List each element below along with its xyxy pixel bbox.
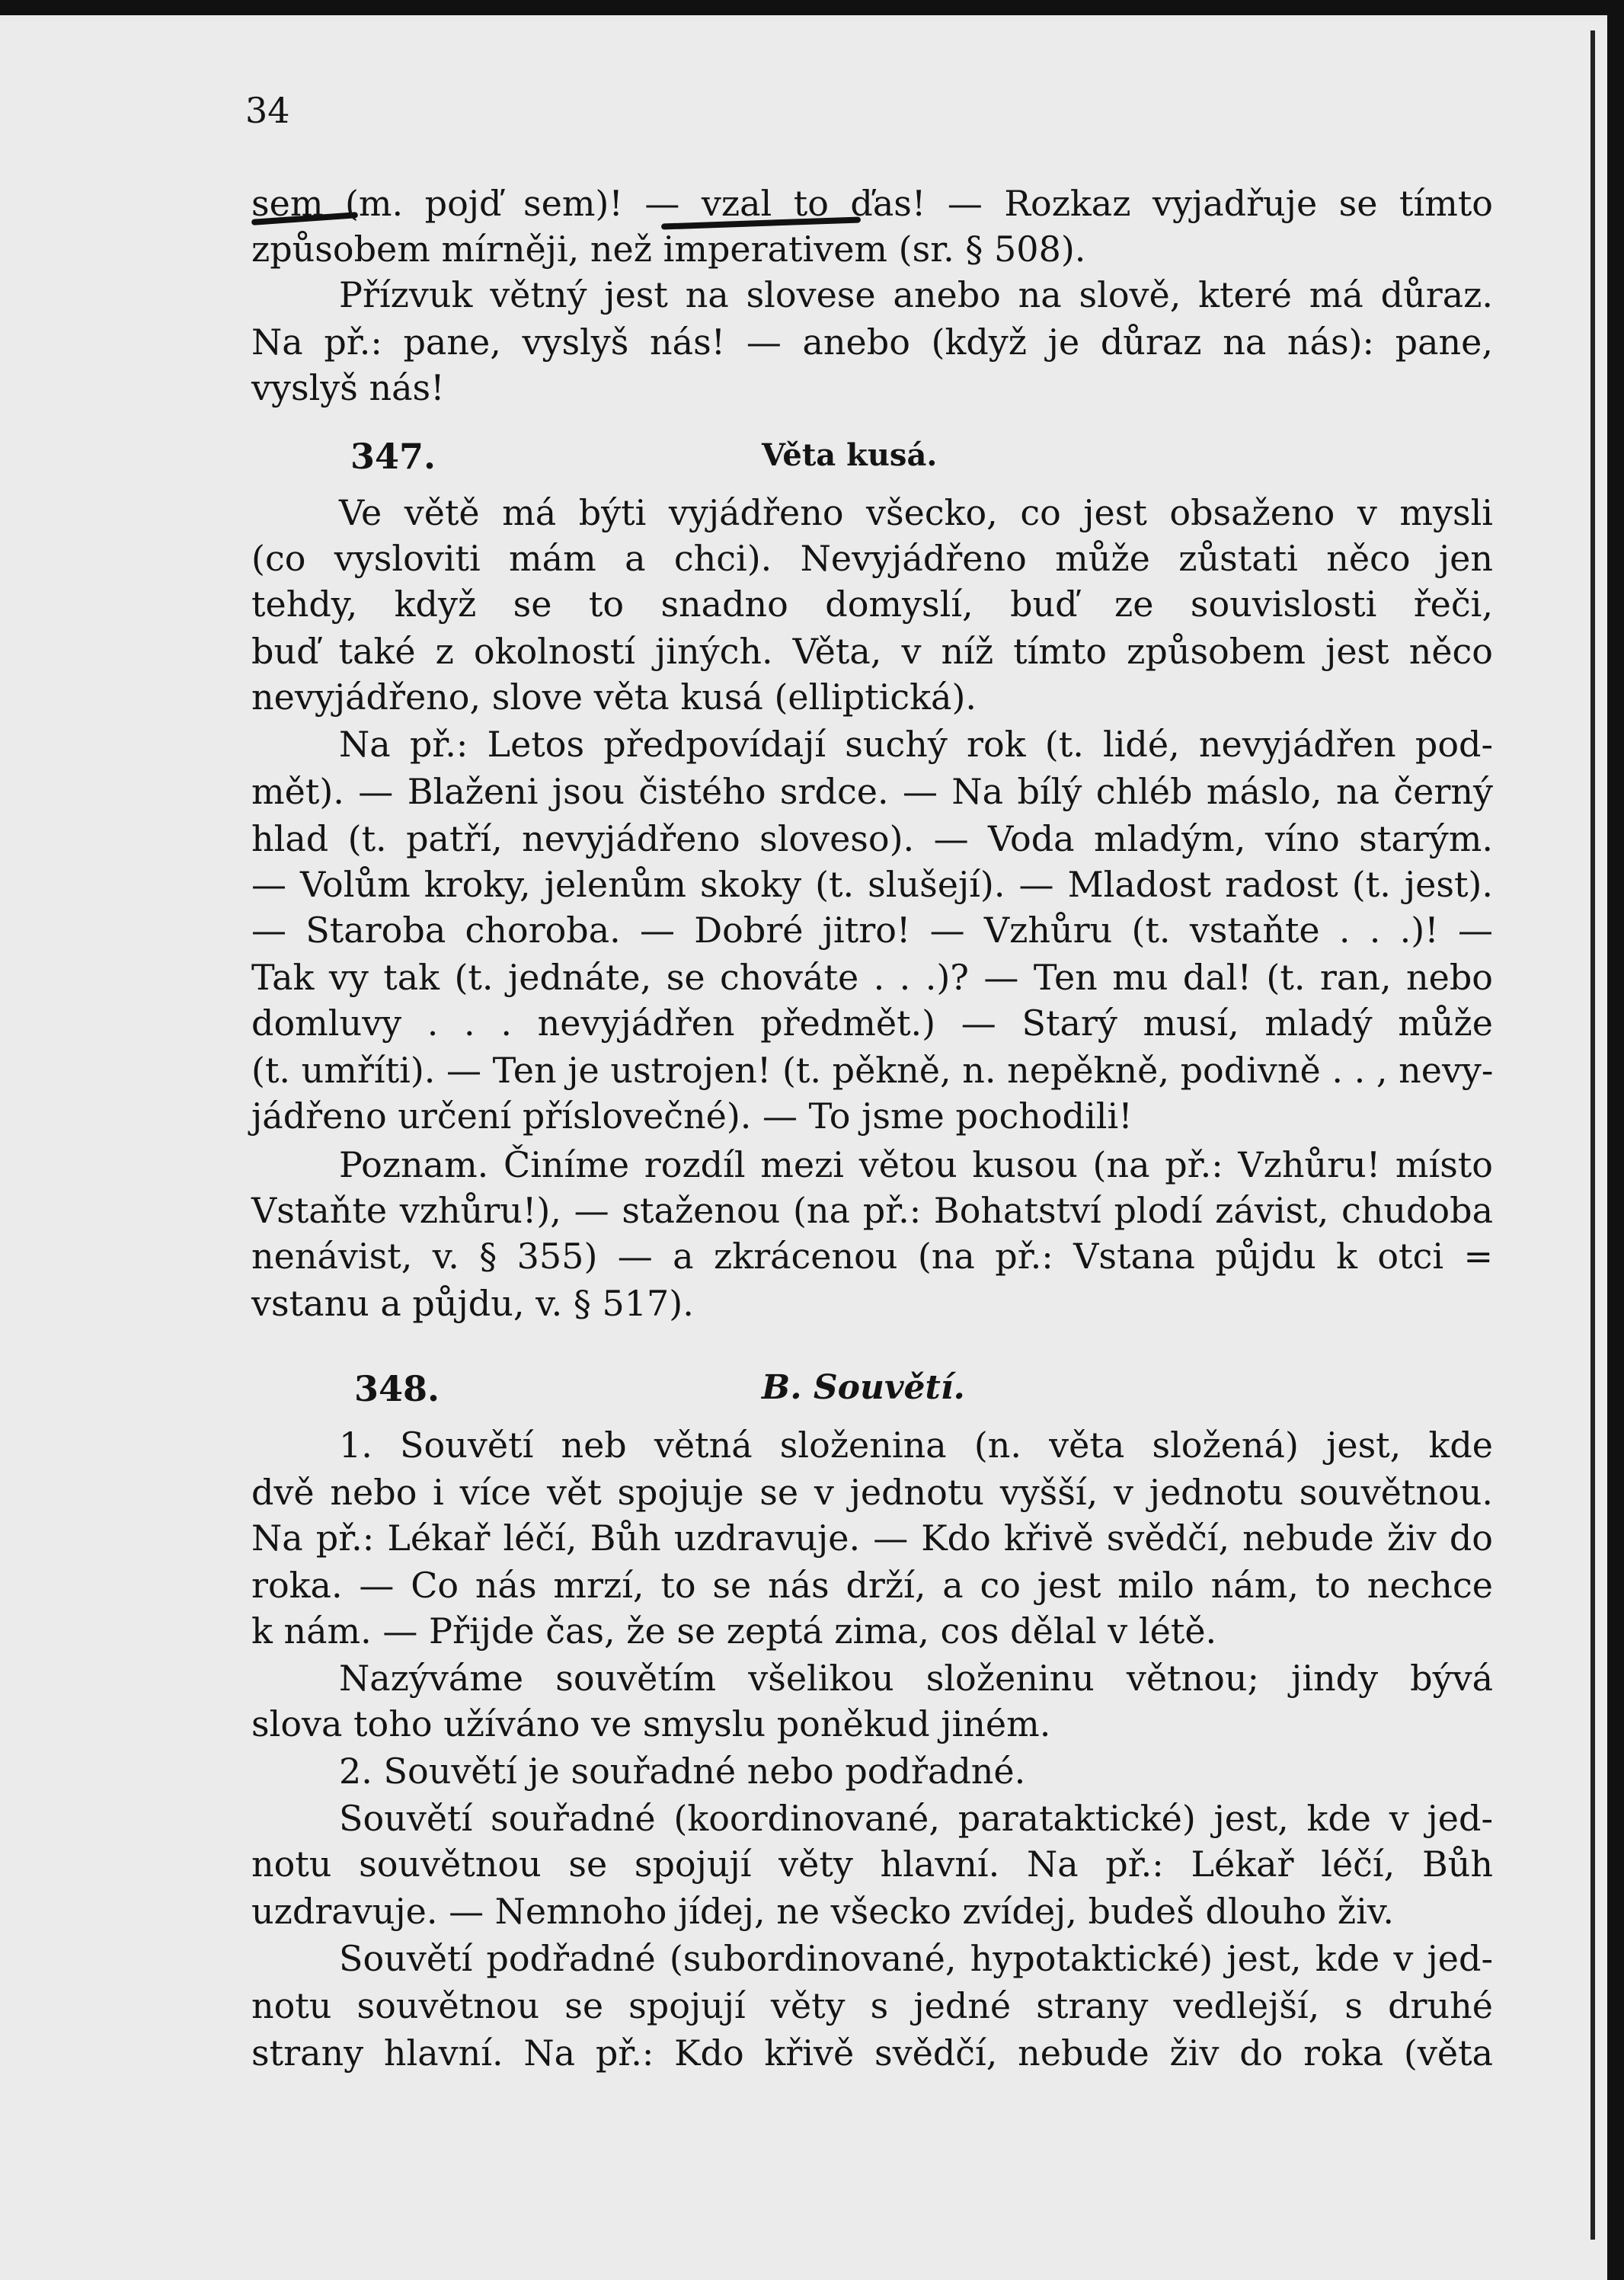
text-line: Souvětí souřadné (koordinované, parataktické) jest, kde v jed- [339, 1798, 1493, 1839]
text-line: notu souvětnou se spojují věty s jedné strany vedlejší, s druhé [251, 1985, 1493, 2026]
text-line: roka. — Co nás mrzí, to se nás drží, a co jest milo nám, to nechce [251, 1565, 1493, 1606]
text-line: vyslyš nás! [251, 367, 445, 408]
text-line: Tak vy tak (t. jednáte, se chováte . . .)? — Ten mu dal! (t. ran, nebo [251, 957, 1493, 998]
text-line: jádřeno určení příslovečné). — To jsme pochodili! [251, 1095, 1133, 1137]
text-line: uzdravuje. — Nemnoho jídej, ne všecko zvídej, budeš dlouho živ. [251, 1891, 1395, 1932]
text-line: Souvětí podřadné (subordinované, hypotaktické) jest, kde v jed- [339, 1938, 1493, 1979]
text-line: Na př.: pane, vyslyš nás! — anebo (když je důraz na nás): pane, [251, 321, 1493, 363]
text-line: dvě nebo i více vět spojuje se v jednotu vyšší, v jednotu souvětnou. [251, 1472, 1493, 1513]
text-line: sem (m. pojď sem)! — vzal to ďas! — Rozkaz vyjadřuje se tímto [251, 183, 1493, 224]
text-line: — Staroba choroba. — Dobré jitro! — Vzhůru (t. vstaňte . . .)! — [251, 910, 1493, 951]
text-line: 2. Souvětí je souřadné nebo podřadné. [339, 1751, 1026, 1792]
text-line: tehdy, když se to snadno domyslí, buď ze souvislosti řeči, [251, 584, 1493, 625]
text-line: nevyjádřeno, slove věta kusá (elliptická). [251, 676, 977, 718]
text-line: (co vysloviti mám a chci). Nevyjádřeno může zůstati něco jen [251, 538, 1493, 579]
text-line: hlad (t. patří, nevyjádřeno sloveso). — Voda mladým, víno starým. [251, 818, 1493, 859]
note-line: vstanu a půjdu, v. § 517). [251, 1283, 694, 1324]
text-line: 1. Souvětí neb větná složenina (n. věta složená) jest, kde [339, 1425, 1493, 1466]
text-line: způsobem mírněji, než imperativem (sr. § 508). [251, 229, 1086, 270]
text-line: Nazýváme souvětím všelikou složeninu větnou; jindy bývá [339, 1658, 1493, 1699]
scan-border-top [0, 0, 1624, 15]
note-line: Vstaňte vzhůru!), — staženou (na př.: Bohatství plodí závist, chudoba [251, 1190, 1493, 1231]
note-line: Poznam. Činíme rozdíl mezi větou kusou (na př.: Vzhůru! místo [339, 1144, 1493, 1185]
text-line: — Volům kroky, jelenům skoky (t. slušejí). — Mladost radost (t. jest). [251, 864, 1493, 905]
text-line: (t. umříti). — Ten je ustrojen! (t. pěkně, n. nepěkně, podivně . . , nevy- [251, 1050, 1494, 1091]
section-number: 347. [350, 436, 436, 477]
section-title: Věta kusá. [762, 437, 938, 473]
text-line: Na př.: Lékař léčí, Bůh uzdravuje. — Kdo křivě svědčí, nebude živ do [251, 1517, 1493, 1559]
scan-edge-line [1590, 30, 1595, 2240]
section-title: B. Souvětí. [762, 1368, 965, 1407]
section-number: 348. [354, 1368, 440, 1409]
text-line: domluvy . . . nevyjádřen předmět.) — Starý musí, mladý může [251, 1002, 1493, 1044]
text-line: k nám. — Přijde čas, že se zeptá zima, cos dělal v létě. [251, 1610, 1217, 1652]
text-line: slova toho užíváno ve smyslu poněkud jiném. [251, 1703, 1051, 1744]
text-line: buď také z okolností jiných. Věta, v níž tímto způsobem jest něco [251, 631, 1493, 672]
text-line: notu souvětnou se spojují věty hlavní. Na př.: Lékař léčí, Bůh [251, 1844, 1493, 1885]
text-line: strany hlavní. Na př.: Kdo křivě svědčí, nebude živ do roka (věta [251, 2032, 1493, 2074]
note-line: nenávist, v. § 355) — a zkrácenou (na př.: Vstana půjdu k otci = [251, 1236, 1493, 1277]
scan-border-right [1607, 0, 1624, 2280]
page-number: 34 [245, 90, 290, 131]
text-line: Ve větě má býti vyjádřeno všecko, co jest obsaženo v mysli [339, 492, 1493, 533]
text-line: mět). — Blaženi jsou čistého srdce. — Na bílý chléb máslo, na černý [251, 771, 1493, 812]
text-line: Na př.: Letos předpovídají suchý rok (t. lidé, nevyjádřen pod- [339, 724, 1493, 765]
text-line: Přízvuk větný jest na slovese anebo na slově, které má důraz. [339, 274, 1493, 315]
